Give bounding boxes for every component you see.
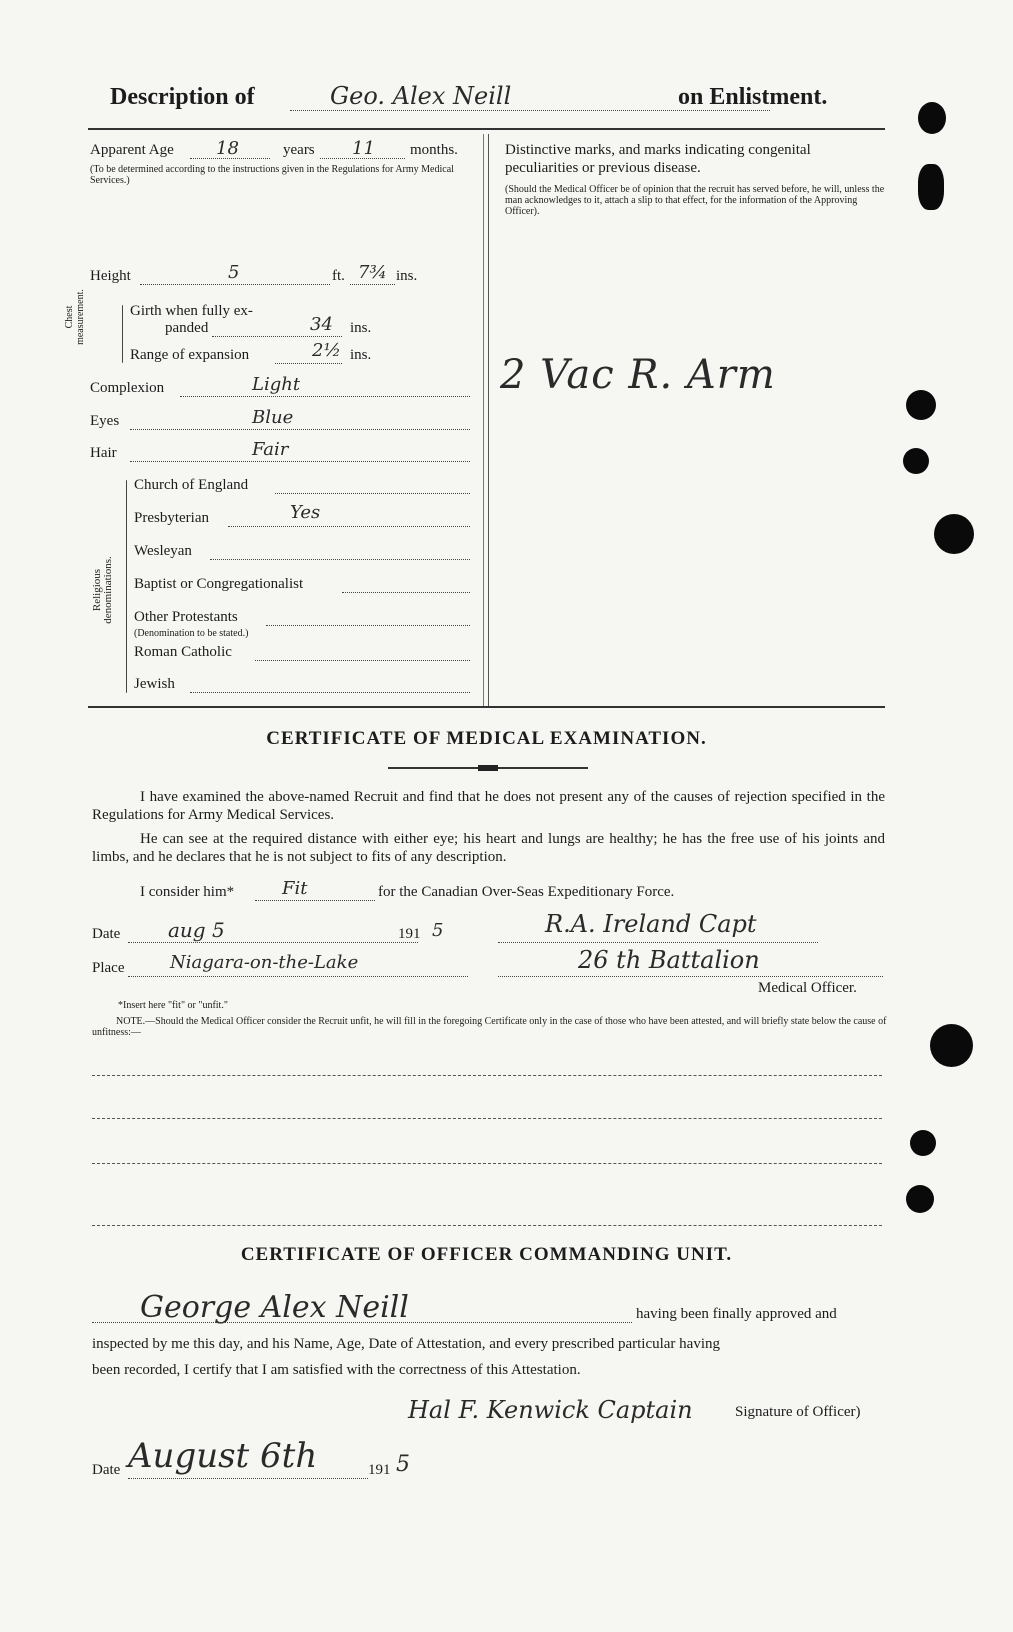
medical-certificate-heading: CERTIFICATE OF MEDICAL EXAMINATION. <box>266 728 707 749</box>
distinctive-marks-heading: Distinctive marks, and marks indicating congenital peculiarities or previous disease. <box>505 142 811 176</box>
unfitness-line-1 <box>92 1075 882 1076</box>
battalion-value: 26 th Battalion <box>578 946 760 974</box>
church-of-england-label: Church of England <box>134 477 249 493</box>
commanding-text-2: inspected by me this day, and his Name, Age, Date of Attestation, and every prescribed particular having <box>92 1336 721 1352</box>
medical-paragraph-2: He can see at the required distance with either eye; his heart and lungs are healthy; he has the free use of his joints and limbs, and he declares that he is not subject to fits of any description. <box>92 831 885 865</box>
eyes-value: Blue <box>252 407 294 428</box>
range-ins-label: ins. <box>350 347 372 363</box>
years-label: years <box>283 142 315 158</box>
binder-hole <box>918 102 946 134</box>
consider-label: I consider him* <box>140 884 235 900</box>
apparent-age-label: Apparent Age <box>90 142 174 158</box>
title-prefix: Description of <box>110 84 255 110</box>
ins-label: ins. <box>396 268 418 284</box>
binder-hole <box>930 1024 973 1067</box>
hair-label: Hair <box>90 445 117 461</box>
range-label: Range of expansion <box>130 347 250 363</box>
commanding-date-label: Date <box>92 1462 121 1478</box>
binder-hole <box>906 1185 934 1213</box>
distinctive-marks-note: (Should the Medical Officer be of opinion that the recruit has served before, he will, unless the man acknowledges to it, attach a slip to that effect, for the information of the Approving Officer). <box>505 184 885 217</box>
wesleyan-label: Wesleyan <box>134 543 192 559</box>
binder-hole <box>906 390 936 420</box>
complexion-value: Light <box>252 374 301 395</box>
unfitness-line-3 <box>92 1163 882 1164</box>
medical-officer-signature: R.A. Ireland Capt <box>545 910 757 938</box>
form-title <box>110 82 890 118</box>
presbyterian-label: Presbyterian <box>134 510 209 526</box>
section-bottom-rule <box>88 706 885 708</box>
height-in-value: 7¾ <box>358 262 387 283</box>
presbyterian-value: Yes <box>290 502 321 523</box>
medical-year-prefix: 191 <box>398 926 421 942</box>
chest-side-label: Chest measurement. <box>64 289 86 345</box>
commanding-text-3: been recorded, I certify that I am satisfied with the correctness of this Attestation. <box>92 1362 581 1378</box>
medical-paragraph-1: I have examined the above-named Recruit and find that he does not present any of the causes of rejection specified in the Regulations for Army Medical Services. <box>92 789 885 823</box>
age-note: (To be determined according to the instructions given in the Regulations for Army Medical Services.) <box>90 164 454 186</box>
unfitness-line-4 <box>92 1225 882 1226</box>
commanding-year-prefix: 191 <box>368 1462 391 1478</box>
medical-officer-label: Medical Officer. <box>758 980 857 996</box>
binder-hole <box>918 164 944 210</box>
insert-note: *Insert here "fit" or "unfit." <box>118 1000 228 1011</box>
range-value: 2½ <box>312 340 341 361</box>
commanding-certificate-heading: CERTIFICATE OF OFFICER COMMANDING UNIT. <box>240 1244 733 1265</box>
girth-value: 34 <box>310 314 333 335</box>
title-suffix: on Enlistment. <box>678 84 828 110</box>
height-ft-value: 5 <box>228 262 240 283</box>
place-label: Place <box>92 960 125 976</box>
commanding-recruit-name: George Alex Neill <box>140 1290 409 1325</box>
medical-year-digit: 5 <box>432 920 444 941</box>
header-top-rule <box>88 128 885 130</box>
baptist-label: Baptist or Congregationalist <box>134 576 304 592</box>
commanding-date-value: August 6th <box>128 1436 318 1476</box>
medical-date-label: Date <box>92 926 121 942</box>
other-protestants-label: Other Protestants <box>134 609 238 625</box>
commanding-officer-signature: Hal F. Kenwick Captain <box>408 1396 693 1424</box>
recruit-name-handwritten: Geo. Alex Neill <box>330 82 512 110</box>
column-divider <box>488 134 489 706</box>
force-label: for the Canadian Over-Seas Expeditionary Force. <box>378 884 675 900</box>
complexion-label: Complexion <box>90 380 165 396</box>
age-years-value: 18 <box>216 138 239 159</box>
ft-label: ft. <box>332 268 345 284</box>
jewish-label: Jewish <box>134 676 175 692</box>
girth-label-2: panded <box>165 320 209 336</box>
commanding-text-1: having been finally approved and <box>636 1306 837 1322</box>
girth-label-1: Girth when fully ex- <box>130 303 253 319</box>
eyes-label: Eyes <box>90 413 120 429</box>
denomination-note: (Denomination to be stated.) <box>134 628 249 639</box>
months-label: months. <box>410 142 458 158</box>
distinctive-marks-value: 2 Vac R. Arm <box>500 352 776 398</box>
place-value: Niagara-on-the-Lake <box>170 952 359 973</box>
binder-hole <box>903 448 929 474</box>
height-label: Height <box>90 268 131 284</box>
age-months-value: 11 <box>352 138 375 159</box>
roman-catholic-label: Roman Catholic <box>134 644 232 660</box>
religion-side-label: Religious denominations. <box>91 556 114 624</box>
commanding-year-digit: 5 <box>396 1452 410 1477</box>
signature-of-officer-label: Signature of Officer) <box>735 1404 861 1420</box>
binder-hole <box>910 1130 936 1156</box>
binder-hole <box>934 514 974 554</box>
medical-date-value: aug 5 <box>168 918 225 942</box>
hair-value: Fair <box>252 439 289 460</box>
girth-ins-label: ins. <box>350 320 372 336</box>
unfitness-line-2 <box>92 1118 882 1119</box>
medical-nota: NOTE.—Should the Medical Officer consider the Recruit unfit, he will fill in the foregoing Certificate only in the case of those who have been attested, and will briefly state below the cause of unfitness:— <box>92 1016 887 1038</box>
fit-value: Fit <box>282 878 308 899</box>
